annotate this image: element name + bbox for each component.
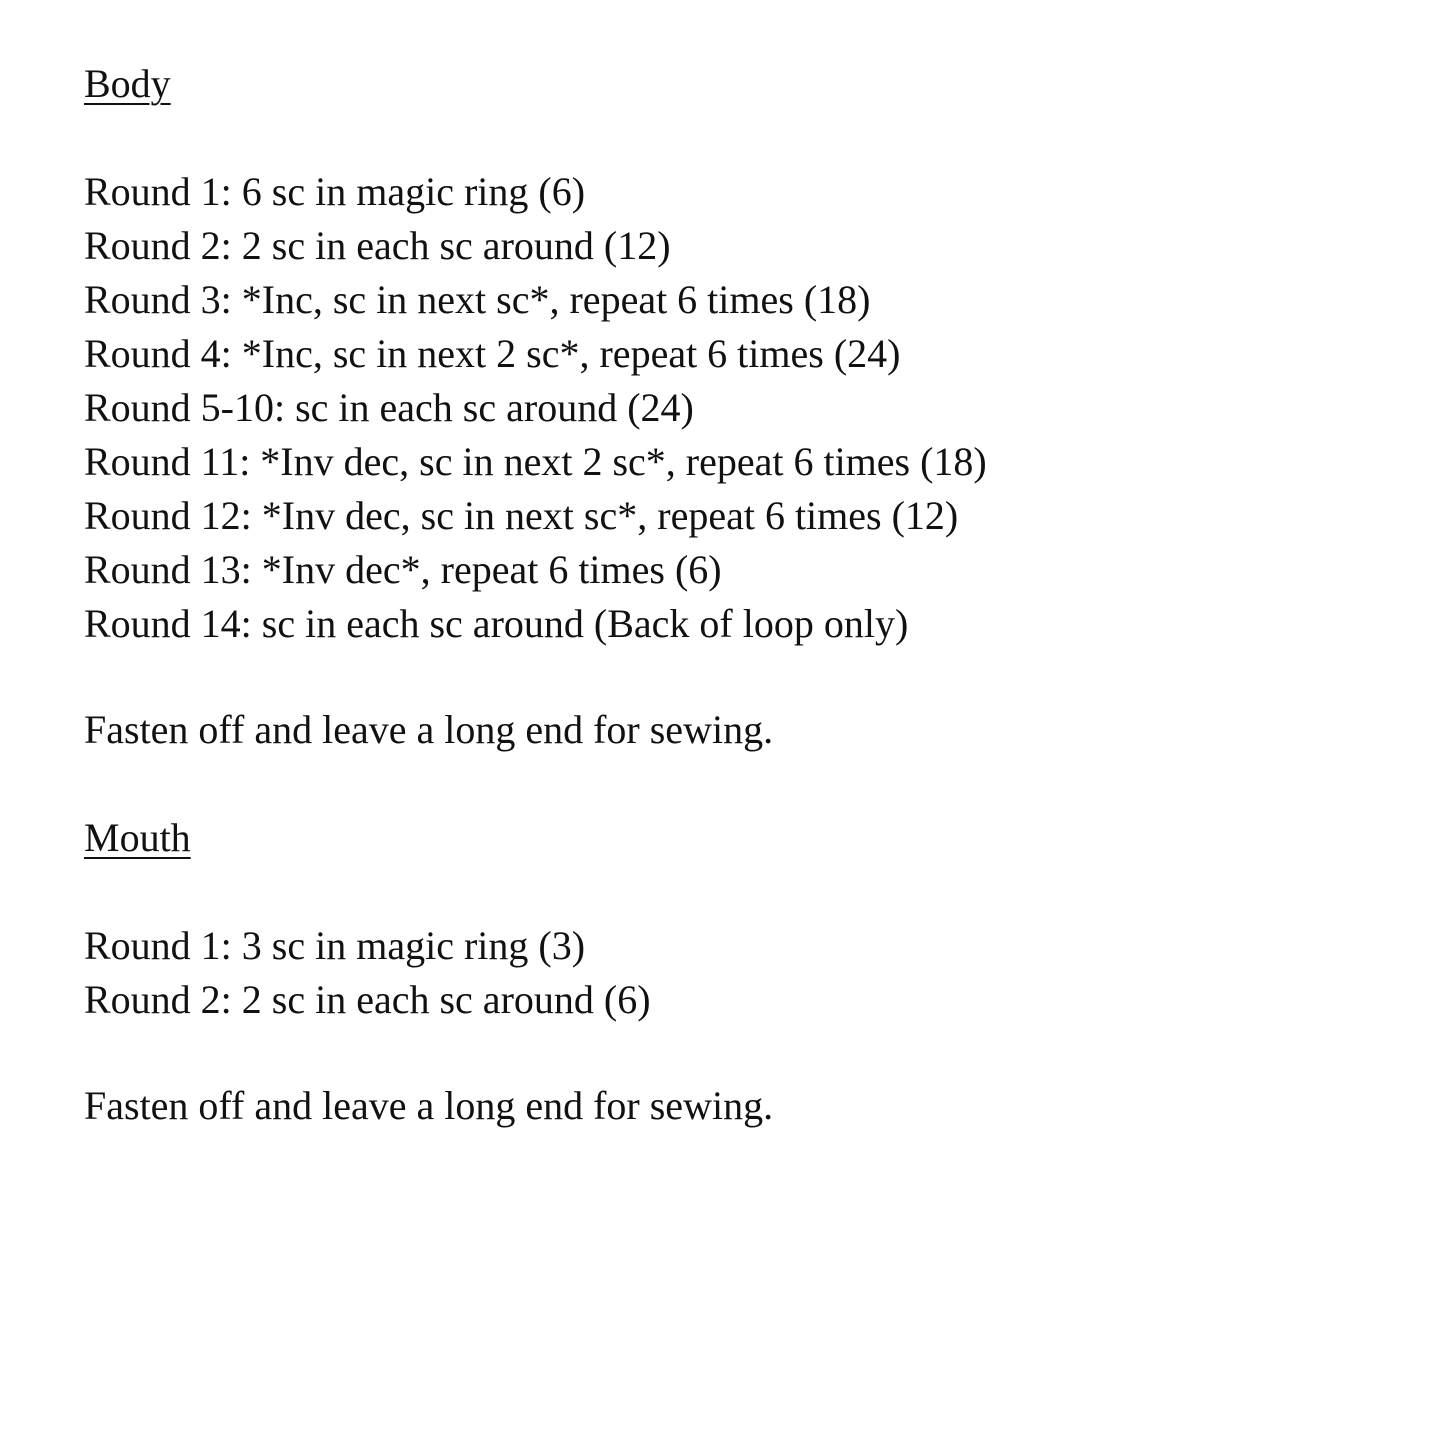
body-round-11: Round 11: *Inv dec, sc in next 2 sc*, repeat 6 times (18) [84, 439, 987, 484]
body-round-2: Round 2: 2 sc in each sc around (12) [84, 223, 671, 268]
body-round-13: Round 13: *Inv dec*, repeat 6 times (6) [84, 547, 722, 592]
body-heading: Body [84, 61, 171, 106]
mouth-round-1: Round 1: 3 sc in magic ring (3) [84, 923, 586, 968]
mouth-heading: Mouth [84, 815, 191, 860]
mouth-finish-note: Fasten off and leave a long end for sewing. [84, 1083, 774, 1128]
body-round-14: Round 14: sc in each sc around (Back of loop only) [84, 601, 909, 646]
body-round-12: Round 12: *Inv dec, sc in next sc*, repeat 6 times (12) [84, 493, 959, 538]
body-round-5-10: Round 5-10: sc in each sc around (24) [84, 385, 694, 430]
body-finish-note: Fasten off and leave a long end for sewing. [84, 707, 774, 752]
body-round-3: Round 3: *Inc, sc in next sc*, repeat 6 times (18) [84, 277, 871, 322]
mouth-round-2: Round 2: 2 sc in each sc around (6) [84, 977, 651, 1022]
body-round-1: Round 1: 6 sc in magic ring (6) [84, 169, 586, 214]
body-round-4: Round 4: *Inc, sc in next 2 sc*, repeat 6 times (24) [84, 331, 901, 376]
